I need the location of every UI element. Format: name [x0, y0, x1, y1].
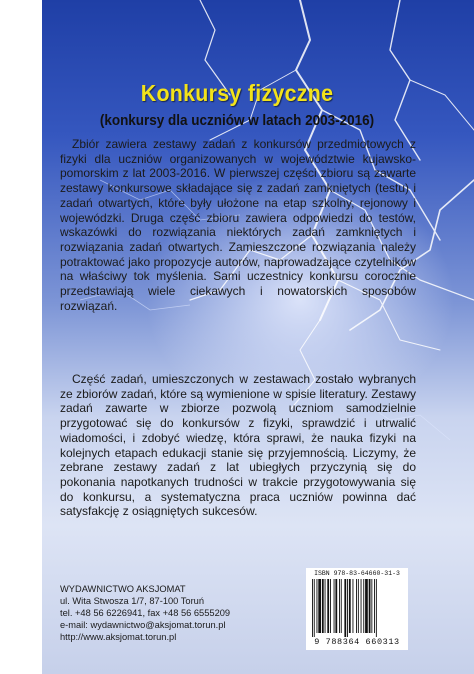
book-subtitle: (konkursy dla uczniów w latach 2003-2016)	[99, 113, 375, 129]
description-paragraph-2: Część zadań, umieszczonych w zestawach zostało wybranych ze zbiorów zadań, które są wymienione w spisie literatury. Zestawy zadań zawarte w zbiorze pozwolą uczniom samodzielnie przygotować się do konkursów z fizyki, sprawdzić i utrwalić wiadomości, i zdobyć wiedzę, która sprawi, że nauka fizyki na kolejnych etapach edukacji stanie się przyjemnością. Liczymy, że zebrane zestawy zadań z lat ubiegłych przyczynią się do pokonania napotkanych trudności w trakcie przygotowywania się do konkursu, a systematyczna praca uczniów powinna dać satysfakcję z osiągniętych sukcesów.	[60, 372, 416, 519]
isbn-label: ISBN 978-83-64660-31-3	[314, 570, 400, 577]
book-title: Konkursy fizyczne	[140, 80, 334, 106]
barcode-bars-graphic	[312, 579, 402, 637]
publisher-address: ul. Wita Stwosza 1/7, 87-100 Toruń	[60, 596, 205, 607]
ean-digits: 9 788364 660313	[314, 637, 400, 647]
publisher-info	[60, 583, 230, 643]
isbn-barcode	[306, 568, 408, 650]
publisher-website[interactable]: http://www.aksjomat.torun.pl	[60, 632, 177, 643]
publisher-name: WYDAWNICTWO AKSJOMAT	[60, 584, 186, 594]
publisher-email[interactable]: e-mail: wydawnictwo@aksjomat.torun.pl	[60, 620, 226, 631]
publisher-phone: tel. +48 56 6226941, fax +48 56 6555209	[60, 608, 231, 619]
description-paragraph-1: Zbiór zawiera zestawy zadań z konkursów przedmiotowych z fizyki dla uczniów organizowanych w województwie kujawsko-pomorskim z lat 2003-2016. W pierwszej części zbioru są zawarte zestawy konkursowe składające się z zadań zamkniętych (testu) i zadań otwartych, które były ułożone na etap szkolny, rejonowy i wojewódzki. Druga część zbioru zawiera odpowiedzi do testów, wskazówki do rozwiązania niektórych zadań zamkniętych i rozwiązania zadań otwartych. Zamieszczone rozwiązania należy potraktować jako propozycje autorów, naprowadzające czytelników na właściwy tok myślenia. Sami uczestnicy konkursu corocznie przedstawiają wiele ciekawych i nowatorskich sposobów rozwiązań.	[60, 137, 416, 313]
